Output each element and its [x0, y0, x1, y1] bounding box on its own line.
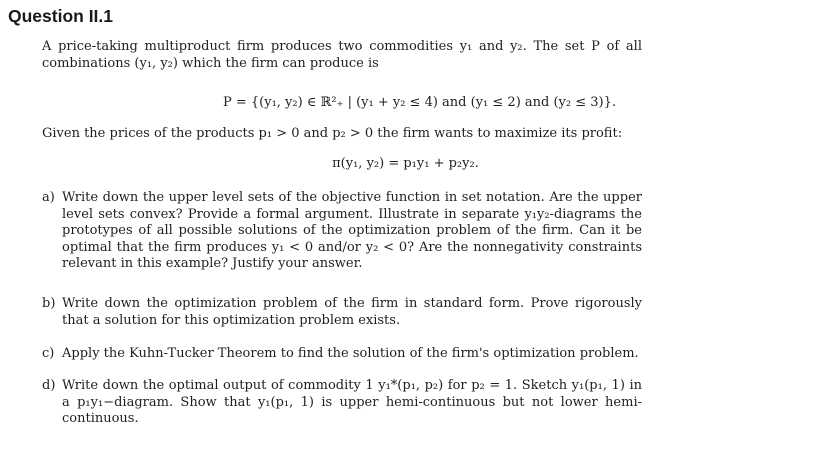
part-d: [42, 378, 642, 428]
part-b-label: b): [42, 296, 56, 311]
part-a-label: a): [42, 190, 55, 205]
intro-paragraph: A price-taking multiproduct firm produces two commodities y₁ and y₂. The set P of all combinations (y₁, y₂) which the firm can produce is: [42, 39, 642, 71]
part-c: [42, 346, 642, 363]
part-a: [42, 190, 642, 273]
production-set-equation: P = {(y₁, y₂) ∈ ℝ²₊ | (y₁ + y₂ ≤ 4) and (y₁ ≤ 2) and (y₂ ≤ 3)}.: [222, 95, 617, 110]
part-d-label: d): [42, 378, 56, 393]
part-d-text: Write down the optimal output of commodity 1 y₁*(p₁, p₂) for p₂ = 1. Sketch y₁(p₁, 1) in a p₁y₁−diagram. Show that y₁(p₁, 1) is upper hemi-continuous but not lower hemi-continuous.: [62, 378, 642, 426]
question-title: Question II.1: [8, 6, 114, 26]
part-c-label: c): [42, 346, 55, 361]
part-c-text: Apply the Kuhn-Tucker Theorem to find the solution of the firm's optimization problem.: [62, 346, 639, 361]
profit-equation: π(y₁, y₂) = p₁y₁ + p₂y₂.: [332, 156, 479, 171]
part-b-text: Write down the optimization problem of the firm in standard form. Prove rigorously that a solution for this optimization problem exists.: [62, 296, 642, 328]
part-a-text: Write down the upper level sets of the objective function in set notation. Are the upper level sets convex? Provide a formal argument. Illustrate in separate y₁y₂-diagrams the prototypes of all possible solutions of the optimization problem of the firm. Can it be optimal that the firm produces y₁ < 0 and/or y₂ < 0? Are the nonnegativity constraints relevant in this example? Justify your answer.: [62, 190, 642, 271]
given-prices-sentence: Given the prices of the products p₁ > 0 and p₂ > 0 the firm wants to maximize its profit:: [42, 126, 623, 141]
part-b: [42, 296, 642, 329]
